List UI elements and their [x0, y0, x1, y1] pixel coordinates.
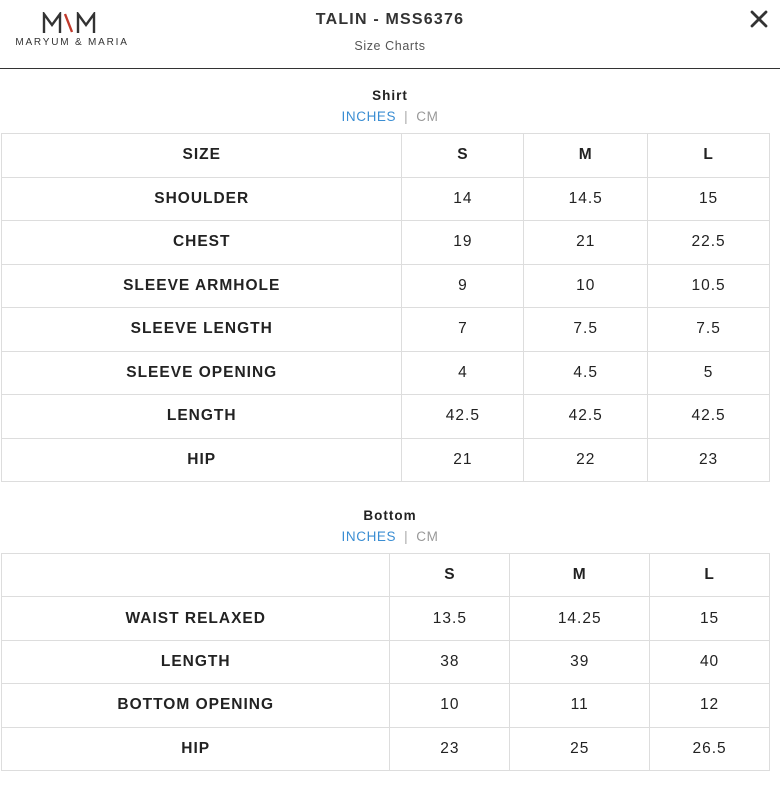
shirt-title: Shirt: [372, 88, 408, 103]
table-row: [2, 395, 770, 439]
measurement-label: BOTTOM OPENING: [2, 684, 390, 727]
measurement-value: 22: [524, 438, 648, 482]
measurement-value: 7: [402, 308, 524, 352]
header-cell: [2, 554, 390, 597]
page-title: TALIN - MSS6376: [315, 11, 465, 28]
measurement-value: 42.5: [524, 395, 648, 439]
table-row: [2, 264, 770, 308]
shirt-unit-inches[interactable]: INCHES: [341, 109, 397, 124]
bottom-title: Bottom: [363, 508, 417, 523]
close-icon: [748, 8, 770, 30]
measurement-value: 15: [650, 597, 770, 640]
measurement-value: 10: [390, 684, 510, 727]
header-cell: S: [390, 554, 510, 597]
bottom-unit-inches[interactable]: INCHES: [341, 529, 397, 544]
table-header-row: [2, 134, 770, 178]
measurement-value: 26.5: [650, 727, 770, 770]
measurement-value: 14.25: [510, 597, 650, 640]
table-row: [2, 597, 770, 640]
modal-header: [0, 0, 780, 69]
bottom-unit-toggle: [0, 529, 780, 544]
shirt-unit-cm[interactable]: CM: [416, 109, 439, 124]
table-row: [2, 351, 770, 395]
measurement-label: SLEEVE OPENING: [2, 351, 402, 395]
table-row: [2, 308, 770, 352]
measurement-label: CHEST: [2, 221, 402, 265]
unit-separator: |: [404, 529, 409, 544]
measurement-value: 7.5: [524, 308, 648, 352]
shirt-size-table: [1, 133, 770, 482]
brand-logo-text: MARYUM & MARIA: [15, 37, 129, 48]
measurement-label: SLEEVE LENGTH: [2, 308, 402, 352]
measurement-value: 4.5: [524, 351, 648, 395]
measurement-value: 21: [402, 438, 524, 482]
measurement-value: 4: [402, 351, 524, 395]
measurement-value: 13.5: [390, 597, 510, 640]
measurement-label: HIP: [2, 438, 402, 482]
measurement-label: WAIST RELAXED: [2, 597, 390, 640]
close-button[interactable]: [748, 8, 770, 30]
measurement-value: 23: [648, 438, 770, 482]
measurement-value: 42.5: [648, 395, 770, 439]
table-row: [2, 640, 770, 683]
measurement-value: 23: [390, 727, 510, 770]
header-cell: SIZE: [2, 134, 402, 178]
shirt-section: [0, 88, 780, 482]
measurement-value: 7.5: [648, 308, 770, 352]
header-cell: M: [510, 554, 650, 597]
measurement-value: 15: [648, 177, 770, 221]
bottom-section: [0, 508, 780, 771]
measurement-value: 10.5: [648, 264, 770, 308]
measurement-label: LENGTH: [2, 395, 402, 439]
table-row: [2, 177, 770, 221]
table-header-row: [2, 554, 770, 597]
measurement-value: 9: [402, 264, 524, 308]
unit-separator: |: [404, 109, 409, 124]
measurement-value: 39: [510, 640, 650, 683]
measurement-label: SLEEVE ARMHOLE: [2, 264, 402, 308]
measurement-value: 25: [510, 727, 650, 770]
measurement-value: 5: [648, 351, 770, 395]
measurement-label: SHOULDER: [2, 177, 402, 221]
measurement-label: LENGTH: [2, 640, 390, 683]
bottom-unit-cm[interactable]: CM: [416, 529, 439, 544]
header-cell: L: [650, 554, 770, 597]
measurement-label: HIP: [2, 727, 390, 770]
shirt-unit-toggle: [0, 109, 780, 124]
header-cell: L: [648, 134, 770, 178]
measurement-value: 10: [524, 264, 648, 308]
bottom-size-table: [1, 553, 770, 771]
measurement-value: 21: [524, 221, 648, 265]
measurement-value: 14: [402, 177, 524, 221]
header-cell: M: [524, 134, 648, 178]
measurement-value: 12: [650, 684, 770, 727]
table-row: [2, 727, 770, 770]
table-row: [2, 684, 770, 727]
measurement-value: 19: [402, 221, 524, 265]
measurement-value: 22.5: [648, 221, 770, 265]
measurement-value: 38: [390, 640, 510, 683]
measurement-value: 11: [510, 684, 650, 727]
page-subtitle: Size Charts: [354, 39, 426, 53]
measurement-value: 14.5: [524, 177, 648, 221]
measurement-value: 40: [650, 640, 770, 683]
table-row: [2, 438, 770, 482]
table-row: [2, 221, 770, 265]
header-cell: S: [402, 134, 524, 178]
measurement-value: 42.5: [402, 395, 524, 439]
